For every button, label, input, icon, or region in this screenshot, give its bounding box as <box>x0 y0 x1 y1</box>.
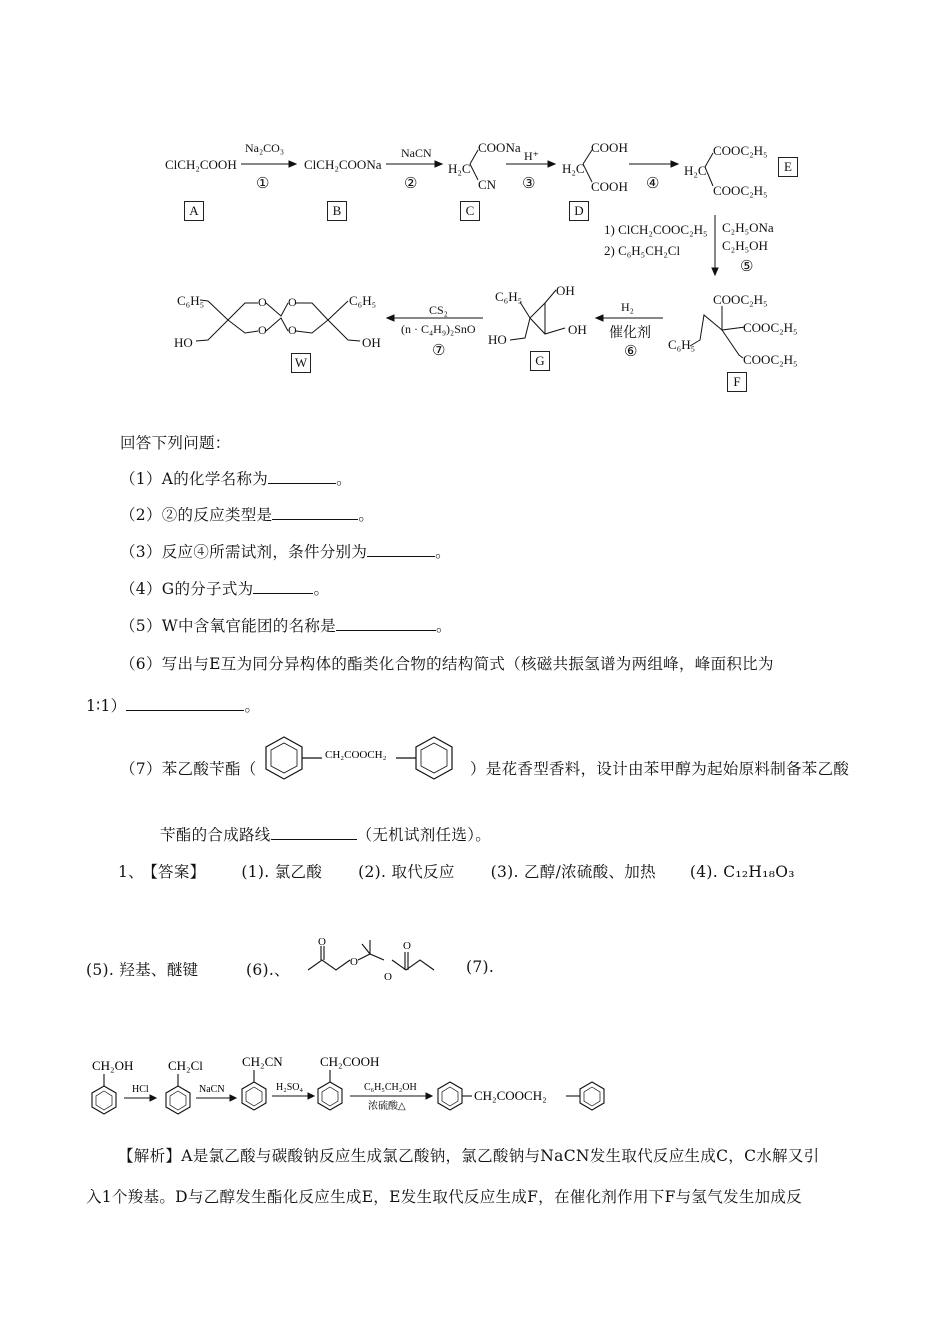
answer-6-structure <box>300 932 445 990</box>
step6-catalyst: 催化剂 <box>609 326 651 341</box>
compound-W-oxygen-3: O <box>258 323 267 337</box>
answer-number: 1、 <box>118 863 144 881</box>
step7-number: ⑦ <box>432 343 446 359</box>
label-G: G <box>530 351 550 371</box>
compound-W-phenyl-right: C₆H₅ <box>349 293 377 308</box>
step5-reagent-1: 1) ClCH₂COOC₂H₅ <box>604 222 708 237</box>
step6-reagent: H₂ <box>621 300 634 314</box>
compound-G-oh-top: OH <box>556 283 575 298</box>
compound-F-phenyl: C₆H₅ <box>668 337 696 352</box>
question-5-end: 。 <box>436 617 452 635</box>
answer-blank-1[interactable] <box>268 469 336 484</box>
answer-blank-5[interactable] <box>336 616 436 631</box>
answer-7: (7). <box>466 958 495 976</box>
question-1-text: （1）A的化学名称为 <box>120 470 269 488</box>
route-reagent-3: H₂SO₄ <box>276 1082 303 1093</box>
answer-blank-4[interactable] <box>253 579 313 594</box>
answer-4: (4). C₁₂H₁₈O₃ <box>689 863 795 881</box>
compound-C-left: H₂C <box>448 161 471 176</box>
route-reagent-1: HCl <box>132 1084 149 1095</box>
step1-reagent: Na₂CO₃ <box>245 141 285 155</box>
compound-W-oxygen-4: O <box>288 323 297 337</box>
answer-6-o-2: O <box>350 956 358 968</box>
step3-reagent: H⁺ <box>524 149 539 163</box>
answer-blank-3[interactable] <box>367 542 435 557</box>
label-W: W <box>291 353 311 373</box>
route-product-linker: CH₂COOCH₂ <box>474 1088 547 1103</box>
answer-blank-2[interactable] <box>272 505 358 520</box>
analysis-line-2: 入1个羧基。D与乙醇发生酯化反应生成E，E发生取代反应生成F，在催化剂作用下F与氢气发生加成反 <box>86 1188 803 1206</box>
question-4-text: （4）G的分子式为 <box>120 580 254 598</box>
question-6-line2 <box>86 694 260 716</box>
compound-G-oh-right: OH <box>568 322 587 337</box>
step5-solvent: C₂H₅OH <box>722 238 768 253</box>
answer-blank-6[interactable] <box>126 696 244 711</box>
question-1 <box>120 467 352 489</box>
question-4-end: 。 <box>313 580 330 598</box>
analysis-line-1: 【解析】A是氯乙酸与碳酸钠反应生成氯乙酸钠，氯乙酸钠与NaCN发生取代反应生成C，C水解又引 <box>118 1147 820 1165</box>
question-4 <box>120 577 329 599</box>
question-6-line1: （6）写出与E互为同分异构体的酯类化合物的结构简式（核磁共振氢谱为两组峰，峰面积比为 <box>120 655 774 673</box>
synthesis-route <box>84 1052 614 1122</box>
compound-F-top: COOC₂H₅ <box>713 292 768 307</box>
compound-G-ho-left: HO <box>488 332 507 347</box>
question-7-mid: ）是花香型香料，设计由苯甲醇为起始原料制备苯乙酸 <box>470 760 850 778</box>
step5-reagent-2: 2) C₆H₅CH₂Cl <box>604 243 681 258</box>
step5-base: C₂H₅ONa <box>722 220 774 235</box>
question-7-line2 <box>160 823 491 845</box>
question-2 <box>120 503 374 525</box>
question-7-start: （7）苯乙酸苄酯（ <box>120 760 257 778</box>
route-reagent-4b: 浓硫酸△ <box>368 1101 406 1112</box>
answer-6-o-4: O <box>403 940 411 952</box>
route-phenylacetic-acid: CH₂COOH <box>320 1054 380 1069</box>
compound-W-phenyl-left: C₆H₅ <box>177 293 205 308</box>
answer-2: (2). 取代反应 <box>358 863 455 881</box>
answer-blank-7[interactable] <box>271 825 357 840</box>
question-1-end: 。 <box>336 470 352 488</box>
route-benzyl-cyanide: CH₂CN <box>242 1054 283 1069</box>
answer-6-o-3: O <box>384 971 392 983</box>
label-D: D <box>569 201 589 221</box>
route-reagent-4a: C₆H₅CH₂OH <box>364 1082 417 1093</box>
question-3 <box>120 540 451 562</box>
label-F: F <box>727 372 747 392</box>
compound-C-top: COONa <box>478 140 521 155</box>
answer-heading: 【答案】 <box>149 863 206 881</box>
answer-6: (6).、 <box>246 961 290 979</box>
answer-3: (3). 乙醇/浓硫酸、加热 <box>490 863 656 881</box>
question-7-prefix: 苄酯的合成路线 <box>160 826 271 844</box>
label-C: C <box>460 201 480 221</box>
compound-E-left: H₂C <box>684 163 707 178</box>
compound-E-bottom: COOC₂H₅ <box>713 183 768 198</box>
compound-E-top: COOC₂H₅ <box>713 143 768 158</box>
question-6-end: 。 <box>244 697 261 715</box>
step6-number: ⑥ <box>624 344 638 360</box>
answer-6-o-1: O <box>318 936 326 948</box>
question-3-end: 。 <box>435 543 451 561</box>
step4-number: ④ <box>646 176 660 192</box>
label-A: A <box>184 201 204 221</box>
route-benzyl-chloride: CH₂Cl <box>168 1058 203 1073</box>
label-E: E <box>778 157 798 177</box>
compound-D-bottom: COOH <box>591 179 628 194</box>
compound-W-oxygen-2: O <box>288 295 297 309</box>
question-2-text: （2）②的反应类型是 <box>120 506 273 524</box>
benzyl-phenylacetate-structure <box>258 731 468 793</box>
step7-reagent: CS₂ <box>429 303 448 317</box>
compound-F-mid: COOC₂H₅ <box>743 320 798 335</box>
compound-B-formula: ClCH₂COONa <box>304 157 382 172</box>
scheme-lines <box>0 0 950 420</box>
compound-A-formula: ClCH₂COOH <box>165 157 237 172</box>
answer-line-1 <box>118 860 795 882</box>
compound-W-oxygen-1: O <box>258 295 267 309</box>
compound-D-top: COOH <box>591 140 628 155</box>
step3-number: ③ <box>522 176 536 192</box>
step2-number: ② <box>404 176 418 192</box>
question-2-end: 。 <box>358 506 375 524</box>
route-reagent-2: NaCN <box>199 1084 225 1095</box>
ester-linker-label: CH₂COOCH₂ <box>325 749 387 761</box>
questions-intro: 回答下列问题： <box>120 434 231 452</box>
compound-W-ho: HO <box>174 335 193 350</box>
question-3-text: （3）反应④所需试剂，条件分别为 <box>120 543 368 561</box>
compound-F-bottom: COOC₂H₅ <box>743 352 798 367</box>
route-benzyl-alcohol: CH₂OH <box>92 1058 134 1073</box>
question-5-text: （5）W中含氧官能团的名称是 <box>120 617 336 635</box>
question-5 <box>120 614 452 636</box>
compound-G-phenyl: C₆H₅ <box>495 289 523 304</box>
compound-W-oh: OH <box>362 335 381 350</box>
compound-C-bottom: CN <box>478 177 497 192</box>
label-B: B <box>327 201 347 221</box>
step7-catalyst: (n · C₄H₉)₂SnO <box>401 322 476 336</box>
step2-reagent: NaCN <box>401 146 432 160</box>
compound-D-left: H₂C <box>562 161 585 176</box>
answer-5: (5). 羟基、醚键 <box>86 961 199 979</box>
question-7-end: （无机试剂任选）。 <box>356 826 492 844</box>
step1-number: ① <box>256 176 270 192</box>
question-6-prefix: 1∶1） <box>86 697 127 715</box>
step5-number: ⑤ <box>740 259 754 275</box>
answer-1: (1). 氯乙酸 <box>241 863 323 881</box>
